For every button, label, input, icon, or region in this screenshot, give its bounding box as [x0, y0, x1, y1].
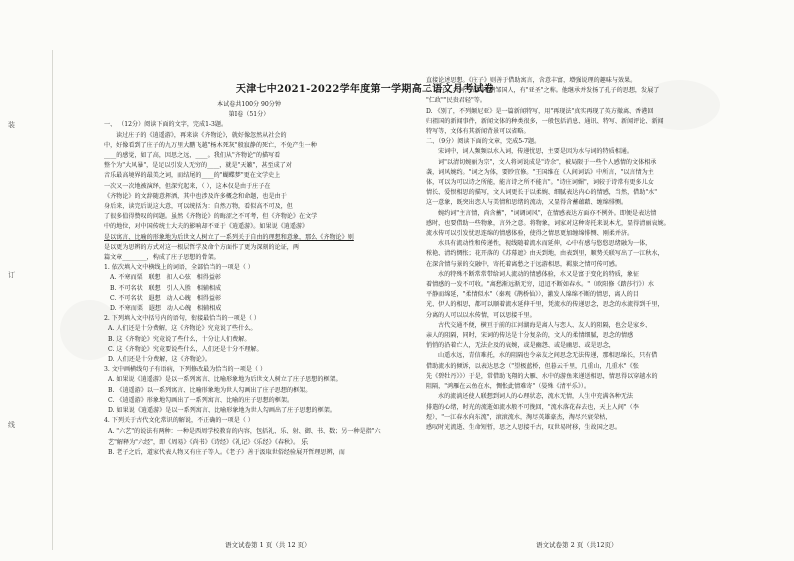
- page-footer-left: 语文试卷第 1 页（共 12 页）: [225, 541, 311, 549]
- passage-line: 身后来，读完后说这大意，可以统括为：自然万物，看似高不可及，但: [104, 203, 293, 211]
- option-row: B. 不可名状 联想 引人入胜 相辅相成: [110, 284, 222, 292]
- option: [104, 427, 394, 448]
- passage-line: 篇文章________，构成了庄子思想的骨架。: [104, 254, 220, 262]
- section-2-intro: 二、（9分）阅读下面的文章，完成5-7题。: [426, 138, 541, 146]
- option: A. 如果说《逍遥游》是以一系列寓言、比喻形象地为后世文人树立了庄子思想的框架。: [108, 376, 342, 384]
- passage-line: 中，好像看到了庄子的九万里大鹏飞越"杨木死灰"般寂静的死亡，不免产生一种: [104, 141, 317, 149]
- article-line: 先《碧牡丹》》）于是，常借助飞翔的大雁、水中的游鱼来递送相思，情思得以穿越水的: [426, 372, 658, 380]
- article-line: 水的流淌还使人联想到词人的心理状态，流水无情，人生中充满各种无法: [438, 393, 633, 401]
- question-3: 3. 文中画横线句子有语病，下列修改最为恰当的一项是（ ）: [104, 366, 267, 374]
- page-footer-right: 语文试卷第 2 页（共12页）: [536, 541, 618, 549]
- option: B. 《逍遥游》以一系列寓言、比喻形象地为世人勾画出了庄子思想的框架。: [108, 386, 312, 394]
- article-line: 情长、爱恨相思的描写，文人词更长于以柔婉、细腻表达内心的情感，当然，借助"水": [426, 189, 658, 197]
- option-continued: 归祖国的新闻事件，新闻文体的种类很多，一般包括消息、通讯、特写、新闻评论、新闻: [426, 117, 664, 125]
- question-intro: [104, 120, 394, 130]
- passage-line: 《齐物论》的文辞随意挥洒，其中也涉及许多概念和命题，也是由于: [104, 192, 287, 200]
- article-line: 体，可以为可以诗之所能，能言诗之所不能言"。"诗庄词媚"，词较于诗常有更多儿女: [426, 179, 654, 187]
- passage-line: 读过庄子的《逍遥游》，再来读《齐物论》，就好像忽然从社会的: [116, 131, 287, 139]
- binding-margin-line: [52, 50, 53, 550]
- passage-line: 中的地位，对中国传统士大夫的影响却不亚于《逍遥游》。如果说《逍遥游》: [104, 223, 309, 231]
- exam-info: 本试卷共100分 90分钟: [217, 101, 281, 108]
- article-line: 煜），"一江春水向东流"，滚滚流水，淘尽英雄豪杰，淘尽兴衰荣枯，: [426, 413, 612, 421]
- article-line: 着情感的一发不可收。"离愁渐远渐无穷，迢迢不断如春水。"（欧阳修《踏莎行》）水: [426, 281, 655, 289]
- article-line: 宋词中，词人频频以水入词，传递忧思，主要是因为水与词的特质相通。: [438, 148, 633, 156]
- article-line: 悄悄的沿着亡人，无法企及的哀婉，或是幽怨、或是幽思、或是思念，: [426, 342, 615, 350]
- option-row: C. 不可名状 遐想 动人心魄 相得益彰: [110, 294, 222, 302]
- option: A. 人们还是十分费解，这《齐物论》究竟说了些什么。: [108, 325, 257, 333]
- article-line: 光、伊人的相思，都可以顺着流水延伸千里，凭流水的传递思念，思念的水流得到千里，: [426, 301, 664, 309]
- option-row: A. 不寒而栗 联想 扣人心弦 相得益彰: [110, 274, 222, 282]
- left-column: [104, 76, 394, 458]
- question-intro-text: （12分）阅读下面的文字，完成1-3题。: [118, 121, 228, 129]
- article-line: 流水传可以引发忧思连绵的情感体验，使得之情思更加缠绵悱恻、刚柔并济。: [426, 230, 634, 238]
- question-1: 1. 依次填入文中横线上的词语，全部恰当的一项是（ ）: [104, 264, 254, 272]
- option: D. 人们还是十分费解，这《齐物论》。: [108, 356, 211, 364]
- article-line: 阻隔，"鸿雁在云鱼在水，惆怅此情难寄"（晏殊《清平乐》）。: [426, 383, 591, 391]
- right-column: [426, 76, 712, 433]
- passage-line: 了很多值得赞叹的问题。虽然《齐物论》的晦涩之不可考，但《齐物论》在文学: [104, 213, 318, 221]
- option: C. 《逍遥游》形象地勾画出了一系列寓言、比喻的庄子思想的框架。: [108, 396, 294, 404]
- binding-mark: 装: [8, 121, 15, 129]
- underlined-sentence: 是以寓言、比喻的形象地为后世文人树立了一系列关于自由的理想和意象，那么《齐物论》则: [104, 233, 354, 241]
- article-line: 分离的人可以以水传情，可以思接千里。: [426, 311, 536, 319]
- option-continued: 特写等，文体有其新闻背景可以省略。: [426, 128, 530, 136]
- passage-line: 一次又一次地被演绎，但深究起来，（ ），这本仅是由于庄子在: [104, 182, 271, 190]
- article-line: 这一意象，既突出恋人与美情和思绪的流动，又显得含蓄蕴藉、缠绵悱恻。: [426, 199, 628, 207]
- volume-label: 第Ⅰ卷（51分）: [228, 111, 270, 119]
- article-line: 水具有流动性和传递性，视线随着流水而延伸，心中有感与悠悠思绪融为一体，: [438, 240, 652, 248]
- article-line: 袭，词风婉约。"词之为体，要眇宜修。"王国维在《人间词话》中所言，"以言情为主: [426, 168, 654, 176]
- passage-line: ____的感觉，如了高，因思之远，____。我们从"齐物论"的描写看: [104, 152, 281, 160]
- exam-title: 天津七中2021-2022学年度第一学期高二语文月考试卷: [235, 84, 495, 95]
- article-line: 在深含情与景的交融中，寄托着离愁之于远游相思，羁旅之情可传可感。: [426, 260, 621, 268]
- option-row: D. 不寒而栗 遐想 动人心魄 相辅相成: [110, 305, 222, 313]
- article-line: 平静而绵延，"柔情似水"（秦观《鹊桥仙》），激发人绵绵不断的情思，离人的目: [426, 291, 639, 299]
- option: C. 这《齐物论》究竟要说些什么，人们还是十分不理解。: [108, 345, 263, 353]
- article-line: 排遣的心绪，时光的流逝如流水般不可挽回，"流水落花春去也，天上人间"（李: [426, 403, 639, 411]
- section-number: 一、: [104, 121, 117, 129]
- passage-line: 整个为"大风暴"，是足以引发人无穷的____，就是"天籁"，甚至成了对: [104, 162, 292, 170]
- passage-line: 是以更为思辨的方式对这一根层哲学及命个方面作了更为深刻的论证，两: [104, 243, 299, 251]
- option-continued: 直接论述思想。《庄子》则善于借助寓言，含意丰富，增强说理的趣味与效果。: [426, 77, 637, 84]
- article-line: 借助流水的倾诉，以表达思念（"望极蓝桥，但暮云千里，几重山，几重水"《张: [426, 362, 639, 370]
- binding-mark: 线: [8, 421, 15, 429]
- option: B. 这《齐物论》究竟说了些什么，十分让人们费解。: [108, 335, 251, 343]
- article-line: 词"以清切婉丽为宗"，文人将词说成是"诗余"，被局限于一些个人感情的文体相承: [438, 158, 657, 166]
- passage-line: 音乐最高境界的最美之词，而结尾的____的"蝴蝶梦"更在文学史上: [104, 172, 281, 180]
- article-line: 婉约词"主言情，尚含蓄"，"词调词风"，在情感表达方面亦不例外。即便是表达情: [438, 209, 657, 217]
- article-line: 亲人的阻隔，同时，宋词的传达是十分复杂的，文人的柔情细腻，思念的情感: [426, 332, 634, 340]
- article-line: 秾艳、清约惆怅；花开落的《苏幕遮》由天到地，由表到里，顺势关联写出了一江秋水，: [426, 250, 664, 258]
- question-4: 4. 下列关于古代文化常识的解说，不正确的一项是（ ）: [104, 417, 254, 425]
- article-line: 水的特殊不断常常带给词人流动的情感体验，水又是富于变化的特质，象征: [438, 270, 640, 278]
- option-text: A. "六艺"的说法有两种：一种是西周学校教育的内容，包括礼、乐、射、御、书、数；另一种是指"六艺"解释为"六经"，即《周易》《尚书》《诗经》《礼记》《乐经》《春秋》。: [108, 427, 381, 446]
- article-line: 感时，也要借助一些物象，言外之意。将物象，词家对这种寄托来说本尤，显得清丽哀婉。: [426, 219, 670, 227]
- option: C. 孟子，名轲，战国时期邹国人，有"亚圣"之称。他继承并发扬了孔子的思想，发展了: [426, 87, 660, 95]
- binding-mark: 订: [8, 271, 15, 279]
- question-2: 2. 下列填入文中括号内的语句，衔接最恰当的一项是（ ）: [104, 315, 260, 323]
- option: D. 如果说《逍遥游》是以一系列寓言、比喻形象地为世人勾画出了庄子思想的框架。: [108, 407, 336, 415]
- handwritten-mark: 乐: [301, 437, 309, 446]
- option-continued: "仁政""民贵君轻"等。: [426, 97, 486, 105]
- article-line: 古代交通不便，横亘于前的江河湖海是离人与恋人、友人的阻隔，也会是家乡、: [438, 321, 652, 329]
- option: B. 老子之后，道家代表人物又有庄子等人。《老子》善于汲取世俗经验展开哲理思辨，而: [108, 448, 345, 456]
- article-line: 山遥水远，青信难托，水的阻隔也令亲友之间思念无法传递，那相思绵长，只有借: [438, 352, 658, 360]
- article-line: 感叹时光流逝、生命短暂，思之人思接千古，叹世易时移，生故国之思。: [426, 423, 621, 431]
- option: D. 《别了，不列颠尼亚》是一篇新闻特写，用"再现法"真实再现了英方撤离、香港回: [426, 107, 654, 115]
